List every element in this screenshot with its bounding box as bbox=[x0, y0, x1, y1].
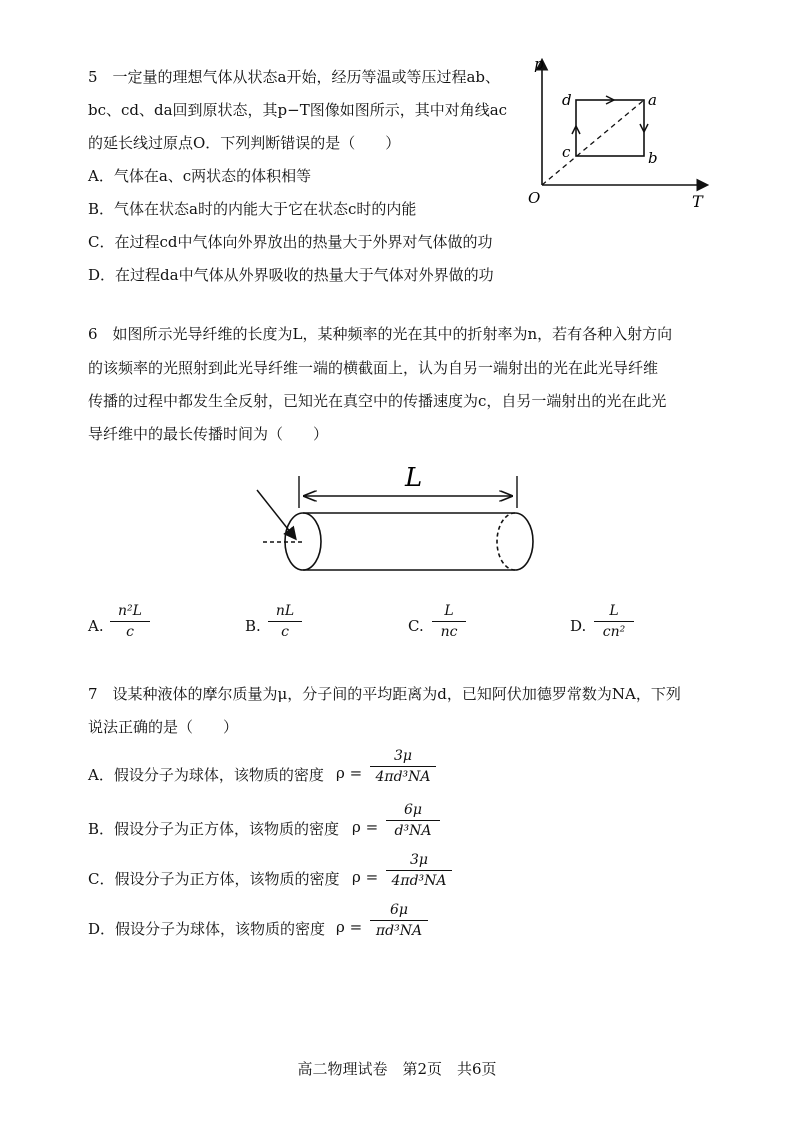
denominator: c bbox=[281, 624, 289, 640]
fraction-bar bbox=[370, 920, 428, 921]
q7-option-b-fraction bbox=[386, 802, 440, 839]
fraction-bar bbox=[370, 766, 436, 767]
q7-stem-line-1: 7 设某种液体的摩尔质量为μ，分子间的平均距离为d，已知阿伏加德罗常数为NA，下列 bbox=[88, 685, 681, 703]
fraction-bar bbox=[386, 820, 440, 821]
q7-option-b-rho: ρ = bbox=[352, 818, 379, 836]
denominator: c bbox=[126, 624, 134, 640]
optical-fiber-figure bbox=[245, 458, 555, 583]
numerator: n²L bbox=[118, 603, 142, 619]
denominator: cn² bbox=[602, 624, 626, 640]
q5-option-b: B．气体在状态a时的内能大于它在状态c时的内能 bbox=[88, 200, 417, 218]
denominator: πd³NA bbox=[375, 923, 423, 939]
length-label: L bbox=[405, 463, 423, 493]
fiber-right-end-solid bbox=[515, 513, 533, 570]
q5-stem-line-3: 的延长线过原点O．下列判断错误的是（ ） bbox=[88, 134, 401, 152]
q6-stem-line-1: 6 如图所示光导纤维的长度为L，某种频率的光在其中的折射率为n，若有各种入射方向 bbox=[88, 325, 673, 343]
q5-option-c: C．在过程cd中气体向外界放出的热量大于外界对气体做的功 bbox=[88, 233, 493, 251]
origin-label: O bbox=[528, 189, 541, 207]
axis-label-t: T bbox=[692, 192, 703, 210]
incident-light-ray bbox=[257, 490, 295, 538]
fraction-bar bbox=[386, 870, 452, 871]
pt-graph bbox=[520, 55, 720, 210]
denominator: 4πd³NA bbox=[391, 873, 447, 889]
q6-stem-line-2: 的该频率的光照射到此光导纤维一端的横截面上，认为自另一端射出的光在此光导纤维 bbox=[88, 359, 659, 377]
denominator: 4πd³NA bbox=[375, 769, 431, 785]
numerator: 3μ bbox=[393, 748, 412, 764]
numerator: L bbox=[444, 603, 454, 619]
q7-option-c-rho: ρ = bbox=[352, 868, 379, 886]
numerator: L bbox=[609, 603, 619, 619]
fraction-bar bbox=[432, 621, 466, 622]
q6-stem-line-3: 传播的过程中都发生全反射，已知光在真空中的传播速度为c，自另一端射出的光在此光 bbox=[88, 392, 667, 410]
q5-stem-line-2: bc、cd、da回到原状态，其p−T图像如图所示，其中对角线ac bbox=[88, 101, 508, 119]
q6-option-a-fraction bbox=[110, 603, 150, 640]
denominator: nc bbox=[440, 624, 458, 640]
q6-option-a-label: A. bbox=[88, 617, 104, 635]
q6-option-d-fraction bbox=[594, 603, 634, 640]
q5-option-a: A．气体在a、c两状态的体积相等 bbox=[88, 167, 312, 185]
denominator: d³NA bbox=[394, 823, 432, 839]
fiber-left-end bbox=[285, 513, 321, 570]
q7-option-c-text: C．假设分子为正方体，该物质的密度 bbox=[88, 870, 340, 888]
q7-stem-line-2: 说法正确的是（ ） bbox=[88, 718, 239, 736]
q7-option-a-fraction bbox=[370, 748, 436, 785]
q7-option-d-text: D．假设分子为球体，该物质的密度 bbox=[88, 920, 326, 938]
axis-label-p: p bbox=[534, 55, 544, 73]
q6-stem-line-4: 导纤维中的最长传播时间为（ ） bbox=[88, 425, 329, 443]
q7-option-d-rho: ρ = bbox=[336, 918, 363, 936]
q6-option-c-label: C. bbox=[408, 617, 424, 635]
point-label-c: c bbox=[562, 143, 571, 161]
page-footer: 高二物理试卷 第2页 共6页 bbox=[297, 1060, 497, 1078]
numerator: 6μ bbox=[403, 802, 422, 818]
fraction-bar bbox=[268, 621, 302, 622]
q6-option-d-label: D. bbox=[570, 617, 587, 635]
diagonal-ac bbox=[542, 100, 644, 185]
q5-option-d: D．在过程da中气体从外界吸收的热量大于气体对外界做的功 bbox=[88, 266, 494, 284]
q7-option-c-fraction bbox=[386, 852, 452, 889]
q5-stem-line-1: 5 一定量的理想气体从状态a开始，经历等温或等压过程ab、 bbox=[88, 68, 501, 86]
q6-option-c-fraction bbox=[432, 603, 466, 640]
q6-option-b-fraction bbox=[268, 603, 302, 640]
fraction-bar bbox=[594, 621, 634, 622]
q7-option-a-rho: ρ = bbox=[336, 764, 363, 782]
q7-option-b-text: B．假设分子为正方体，该物质的密度 bbox=[88, 820, 340, 838]
q7-option-d-fraction bbox=[370, 902, 428, 939]
numerator: 3μ bbox=[409, 852, 428, 868]
numerator: 6μ bbox=[389, 902, 408, 918]
fraction-bar bbox=[110, 621, 150, 622]
q6-option-b-label: B. bbox=[245, 617, 261, 635]
fiber-right-end-dashed bbox=[497, 513, 515, 570]
q7-option-a-text: A．假设分子为球体，该物质的密度 bbox=[88, 766, 324, 784]
point-label-a: a bbox=[648, 91, 657, 109]
numerator: nL bbox=[275, 603, 295, 619]
point-label-d: d bbox=[562, 91, 572, 109]
point-label-b: b bbox=[648, 149, 658, 167]
